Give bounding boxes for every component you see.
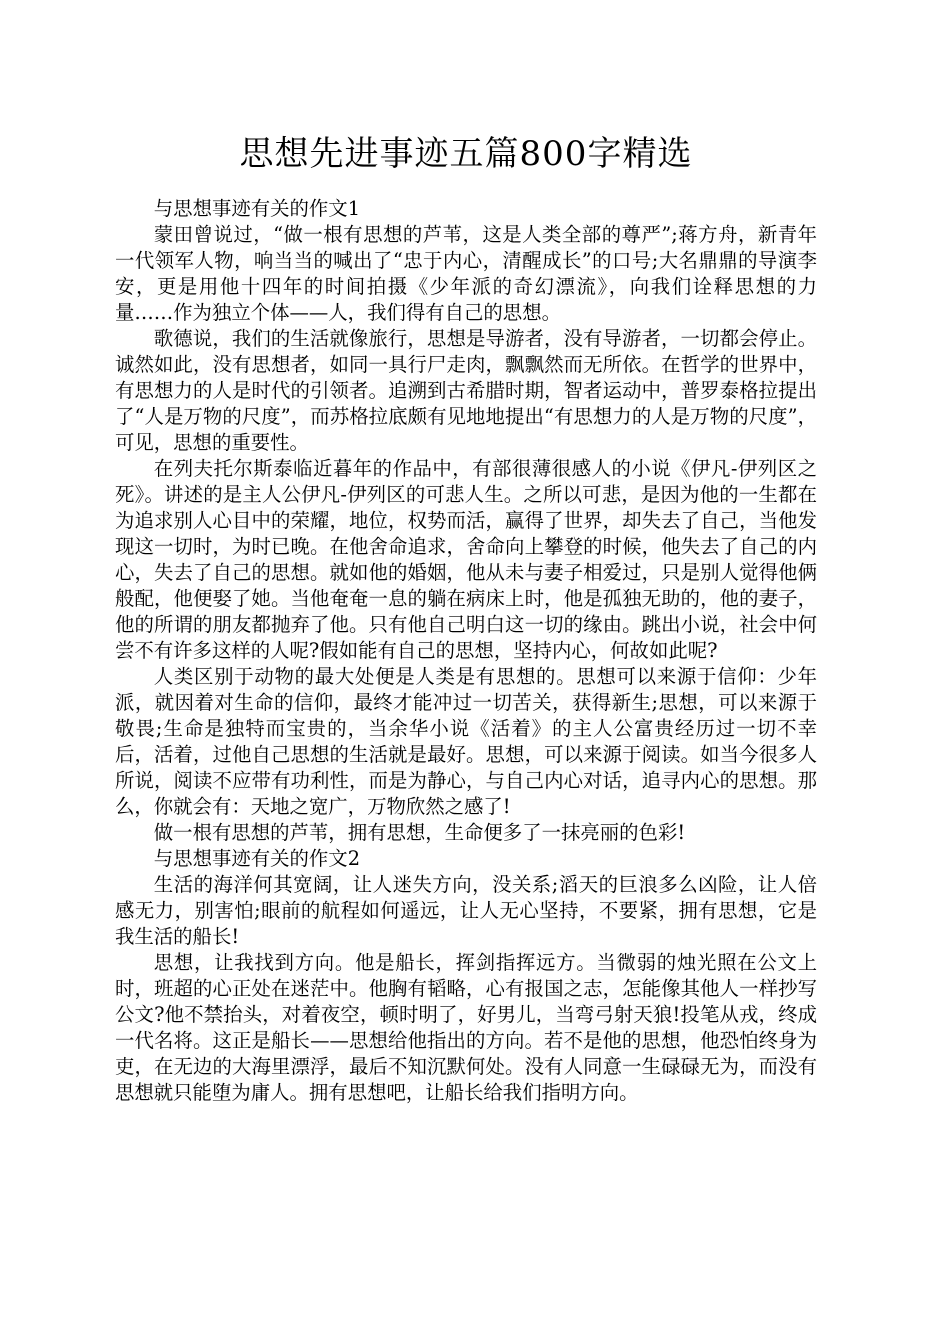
document-page bbox=[115, 0, 817, 1106]
paragraph: 蒙田曾说过，“做一根有思想的芦苇，这是人类全部的尊严”;蒋方舟，新青年一代领军人物，响当当的喊出了“忠于内心，清醒成长”的口号;大名鼎鼎的导演李安，更是用他十四年的时间拍摄《少年派的奇幻漂流》，向我们诠释思想的力量……作为独立个体——人，我们得有自己的思想。 bbox=[115, 223, 817, 324]
paragraph: 思想，让我找到方向。他是船长，挥剑指挥远方。当微弱的烛光照在公文上时，班超的心正处在迷茫中。他胸有韬略，心有报国之志，怎能像其他人一样抄写公文?他不禁抬头，对着夜空，顿时明了，好男儿，当弯弓射天狼!投笔从戎，终成一代名将。这正是船长——思想给他指出的方向。若不是他的思想，他恐怕终身为吏，在无边的大海里漂浮，最后不知沉默何处。没有人同意一生碌碌无为，而没有思想就只能堕为庸人。拥有思想吧，让船长给我们指明方向。 bbox=[115, 951, 817, 1104]
paragraph: 人类区别于动物的最大处便是人类是有思想的。思想可以来源于信仰：少年派，就因着对生命的信仰，最终才能冲过一切苦关，获得新生;思想，可以来源于敬畏;生命是独特而宝贵的，当余华小说《活着》的主人公富贵经历过一切不幸后，活着，过他自己思想的生活就是最好。思想，可以来源于阅读。如当今很多人所说，阅读不应带有功利性，而是为静心，与自己内心对话，追寻内心的思想。那么，你就会有：天地之宽广，万物欣然之感了! bbox=[115, 665, 817, 818]
paragraph: 在列夫托尔斯泰临近暮年的作品中，有部很薄很感人的小说《伊凡-伊列区之死》。讲述的是主人公伊凡-伊列区的可悲人生。之所以可悲，是因为他的一生都在为追求别人心目中的荣耀，地位，权势而活，赢得了世界，却失去了自己，当他发现这一切时，为时已晚。在他舍命追求，舍命向上攀登的时候，他失去了自己的内心，失去了自己的思想。就如他的婚姻，他从未与妻子相爱过，只是别人觉得他俩般配，他便娶了她。当他奄奄一息的躺在病床上时，他是孤独无助的，他的妻子，他的所谓的朋友都抛弃了他。只有他自己明白这一切的缘由。跳出小说，社会中何尝不有许多这样的人呢?假如能有自己的思想，坚持内心，何故如此呢? bbox=[115, 457, 817, 662]
paragraph: 做一根有思想的芦苇，拥有思想，生命便多了一抹亮丽的色彩! bbox=[153, 821, 686, 844]
essay-heading-1: 与思想事迹有关的作文1 bbox=[153, 197, 361, 220]
document-title: 思想先进事迹五篇800字精选 bbox=[239, 134, 693, 174]
essay-heading-2: 与思想事迹有关的作文2 bbox=[153, 847, 361, 870]
paragraph: 歌德说，我们的生活就像旅行，思想是导游者，没有导游者，一切都会停止。诚然如此，没有思想者，如同一具行尸走肉，飘飘然而无所依。在哲学的世界中，有思想力的人是时代的引领者。追溯到古希腊时期，智者运动中，普罗泰格拉提出了“人是万物的尺度”，而苏格拉底颇有见地地提出“有思想力的人是万物的尺度”，可见，思想的重要性。 bbox=[115, 327, 817, 454]
paragraph: 生活的海洋何其宽阔，让人迷失方向，没关系;滔天的巨浪多么凶险，让人倍感无力，别害怕;眼前的航程如何遥远，让人无心坚持，不要紧，拥有思想，它是我生活的船长! bbox=[115, 873, 817, 948]
document-body bbox=[115, 196, 817, 1106]
